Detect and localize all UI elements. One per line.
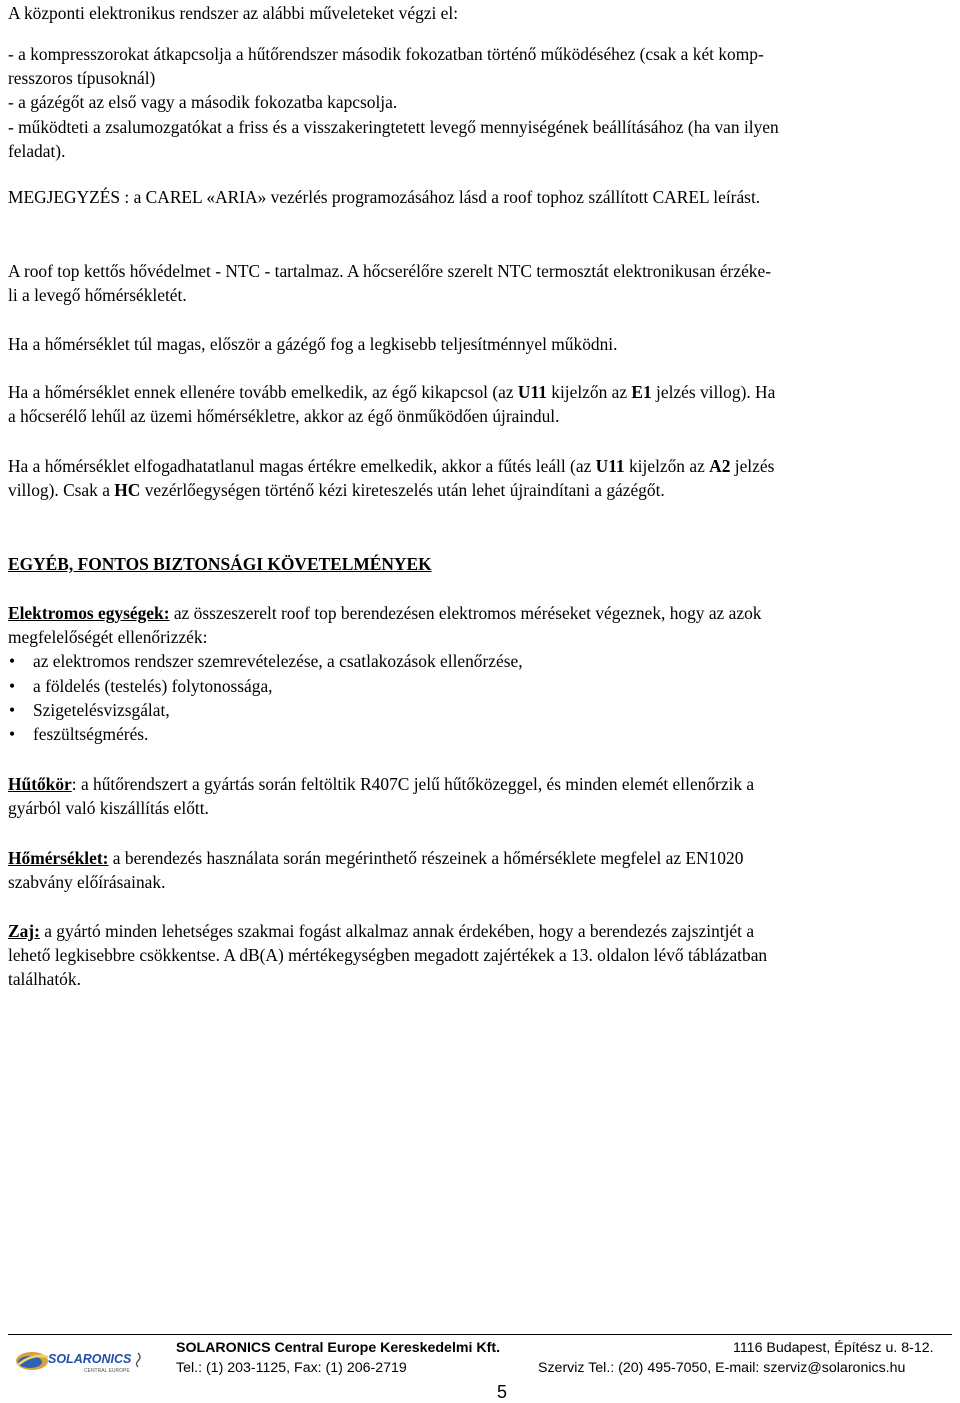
noise-line: Zaj: a gyártó minden lehetséges szakmai fogást alkalmaz annak érdekében, hogy a berendezés zajszintjét a [8,921,755,941]
display-code: U11 [517,382,547,402]
svg-text:CENTRAL EUROPE: CENTRAL EUROPE [84,1368,130,1374]
operation-line: - a kompresszorokat átkapcsolja a hűtőrendszer második fokozatban történő működéséhez (csak a két komp- [8,44,764,64]
page-footer [0,1334,960,1403]
ntc-paragraph [8,259,952,307]
company-name: SOLARONICS Central Europe Kereskedelmi Kft. [176,1340,501,1356]
unacceptable-temp-paragraph [8,454,952,502]
ntc-line: li a levegő hőmérsékletét. [8,285,187,306]
noise-line: lehető legkisebbre csökkentse. A dB(A) mértékegységben megadott zajértékek a 13. oldalon lévő táblázatban [8,945,768,966]
cooling-label: Hűtőkör [8,774,72,794]
temp-rise-paragraph [8,380,952,428]
list-item: • Szigetelésvizsgálat, [8,698,952,722]
footer-divider [8,1334,952,1335]
bullet-icon: • [9,675,16,696]
carel-note: MEGJEGYZÉS : a CAREL «ARIA» vezérlés programozásához lásd a roof tophoz szállított CAREL leírást. [8,187,761,207]
list-item: • feszültségmérés. [8,722,952,746]
section-heading: EGYÉB, FONTOS BIZTONSÁGI KÖVETELMÉNYEK [8,554,432,574]
noise-line: találhatók. [8,969,81,990]
bullet-icon: • [9,699,16,720]
cooling-line: gyárból való kiszállítás előtt. [8,798,209,819]
intro-line: A központi elektronikus rendszer az alábbi műveleteket végzi el: [8,3,459,23]
operations-list [8,42,952,163]
electrical-checks-list [8,649,952,746]
temperature-section [8,846,952,894]
alarm-code: A2 [709,456,731,476]
temperature-line: szabvány előírásainak. [8,872,166,893]
temp-rise-line: a hőcserélő lehűl az üzemi hőmérsékletre, akkor az égő önműködően újraindul. [8,406,560,427]
svg-text:SOLARONICS: SOLARONICS [48,1352,132,1366]
electrical-line: Elektromos egységek: az összeszerelt roof top berendezésen elektromos méréseket végeznek, hogy az azok [8,603,762,623]
controller-code: HC [114,480,141,501]
error-code: E1 [631,382,652,402]
unacceptable-temp-line: Ha a hőmérséklet elfogadhatatlanul magas értékre emelkedik, akkor a fűtés leáll (az U11 kijelzőn az A2 jelzés [8,456,775,476]
service-contact: Szerviz Tel.: (20) 495-7050, E-mail: szerviz@solaronics.hu [538,1360,906,1376]
phone-fax: Tel.: (1) 203-1125, Fax: (1) 206-2719 [176,1360,407,1376]
list-item: • a földelés (testelés) folytonossága, [8,674,952,698]
operation-line: feladat). [8,140,66,161]
noise-label: Zaj: [8,921,40,941]
operation-line: - a gázégőt az első vagy a második fokozatba kapcsolja. [8,92,398,113]
operation-line: resszoros típusoknál) [8,68,156,89]
list-item: • az elektromos rendszer szemrevételezése, a csatlakozások ellenőrzése, [8,649,952,673]
solaronics-logo [12,1345,148,1377]
noise-section [8,919,952,992]
display-code: U11 [595,456,625,476]
temp-rise-line: Ha a hőmérséklet ennek ellenére tovább emelkedik, az égő kikapcsol (az U11 kijelzőn az E1 jelzés villog). Ha [8,382,776,402]
high-temp-paragraph: Ha a hőmérséklet túl magas, először a gázégő fog a legkisebb teljesítménnyel működni. [8,334,618,354]
cooling-section [8,772,952,820]
electrical-section [8,601,952,746]
temperature-label: Hőmérséklet: [8,848,109,868]
electrical-label: Elektromos egységek: [8,603,170,623]
electrical-line: megfelelőségét ellenőrizzék: [8,627,208,648]
unacceptable-temp-line: villog). Csak a HC vezérlőegységen történő kézi kireteszelés után lehet újraindítani a gázégőt. [8,480,665,501]
temperature-line: Hőmérséklet: a berendezés használata során megérinthető részeinek a hőmérséklete megfelel az EN1020 [8,848,744,868]
ntc-line: A roof top kettős hővédelmet - NTC - tartalmaz. A hőcserélőre szerelt NTC termosztát elektronikusan érzéke- [8,261,771,281]
bullet-icon: • [9,651,16,672]
cooling-line: Hűtőkör: a hűtőrendszert a gyártás során feltöltik R407C jelű hűtőközeggel, és minden elemét ellenőrzik a [8,774,755,794]
company-address: 1116 Budapest, Építész u. 8-12. [733,1340,934,1356]
bullet-icon: • [9,723,16,744]
page-number: 5 [497,1382,508,1402]
operation-line: - működteti a zsalumozgatókat a friss és a visszakeringtetett levegő mennyiségének beállításához (ha van ilyen [8,116,779,137]
